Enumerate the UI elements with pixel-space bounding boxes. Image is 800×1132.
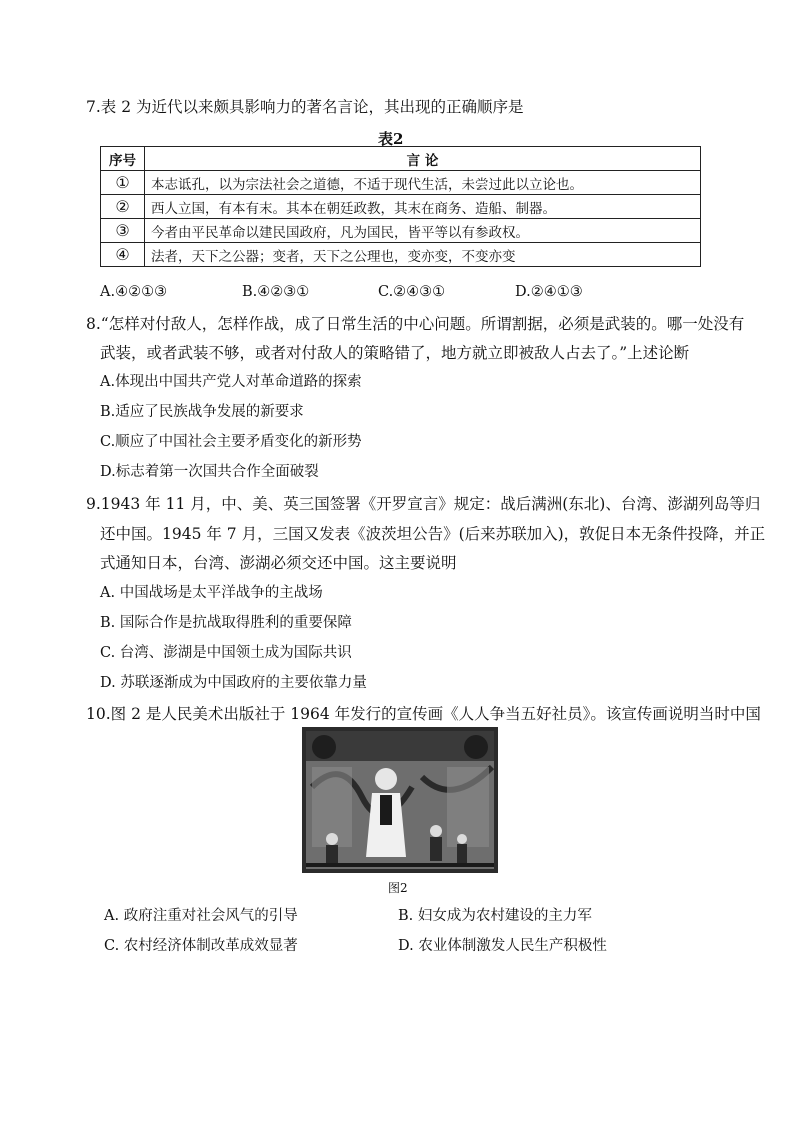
- header-quote: 言 论: [145, 147, 701, 171]
- row-number: ①: [101, 171, 145, 195]
- q9-stem-line-2: 还中国。1945 年 7 月，三国又发表《波茨坦公告》(后来苏联加入)，敦促日本无条件投降，并正: [100, 525, 766, 543]
- row-text: 今者由平民革命以建民国政府，凡为国民，皆平等以有参政权。: [145, 219, 701, 243]
- q8-stem-line-2: 武装，或者武装不够，或者对付敌人的策略错了，地方就立即被敌人占去了。”上述论断: [100, 344, 690, 362]
- q10-stem: 10.图 2 是人民美术出版社于 1964 年发行的宣传画《人人争当五好社员》。该宣传画说明当时中国: [86, 705, 761, 723]
- q7-stem: 7.表 2 为近代以来颇具影响力的著名言论，其出现的正确顺序是: [86, 98, 524, 116]
- q9-stem-line-1: 9.1943 年 11 月，中、美、英三国签署《开罗宣言》规定：战后满洲(东北)、台湾、澎湖列岛等归: [86, 495, 761, 513]
- row-number: ②: [101, 195, 145, 219]
- row-text: 法者，天下之公器；变者，天下之公理也，变亦变，不变亦变: [145, 243, 701, 267]
- q9-option-d: D. 苏联逐渐成为中国政府的主要依靠力量: [100, 675, 367, 691]
- row-text: 本志诋孔，以为宗法社会之道德，不适于现代生活，未尝过此以立论也。: [145, 171, 701, 195]
- q9-option-c: C. 台湾、澎湖是中国领土成为国际共识: [100, 645, 352, 661]
- q8-option-d: D.标志着第一次国共合作全面破裂: [100, 464, 319, 480]
- q7-option-d: D.②④①③: [515, 284, 583, 300]
- q8-option-b: B.适应了民族战争发展的新要求: [100, 404, 304, 420]
- q7-option-c: C.②④③①: [378, 284, 446, 300]
- q10-option-d: D. 农业体制激发人民生产积极性: [398, 938, 607, 954]
- q9-option-a: A. 中国战场是太平洋战争的主战场: [100, 585, 323, 601]
- q9-option-b: B. 国际合作是抗战取得胜利的重要保障: [100, 615, 352, 631]
- table-header-row: [101, 147, 701, 171]
- q10-option-c: C. 农村经济体制改革成效显著: [104, 938, 298, 954]
- q10-option-b: B. 妇女成为农村建设的主力军: [398, 908, 592, 924]
- q10-option-a: A. 政府注重对社会风气的引导: [104, 908, 298, 924]
- propaganda-poster-image: [302, 727, 498, 873]
- table-row: [101, 171, 701, 195]
- quotes-table: [100, 146, 701, 267]
- row-number: ③: [101, 219, 145, 243]
- poster-illustration: [302, 727, 498, 873]
- table-row: [101, 243, 701, 267]
- figure-caption: 图2: [388, 881, 408, 895]
- table-row: [101, 195, 701, 219]
- q7-option-a: A.④②①③: [100, 284, 168, 300]
- q8-option-a: A.体现出中国共产党人对革命道路的探索: [100, 374, 362, 390]
- table-row: [101, 219, 701, 243]
- header-index: 序号: [101, 147, 145, 171]
- q7-option-b: B.④②③①: [242, 284, 310, 300]
- table-caption: 表2: [378, 130, 404, 148]
- q8-option-c: C.顺应了中国社会主要矛盾变化的新形势: [100, 434, 362, 450]
- q8-stem-line-1: 8.“怎样对付敌人，怎样作战，成了日常生活的中心问题。所谓割据，必须是武装的。哪一处没有: [86, 315, 745, 333]
- row-number: ④: [101, 243, 145, 267]
- q9-stem-line-3: 式通知日本，台湾、澎湖必须交还中国。这主要说明: [100, 554, 457, 572]
- row-text: 西人立国，有本有末。其本在朝廷政教，其末在商务、造船、制器。: [145, 195, 701, 219]
